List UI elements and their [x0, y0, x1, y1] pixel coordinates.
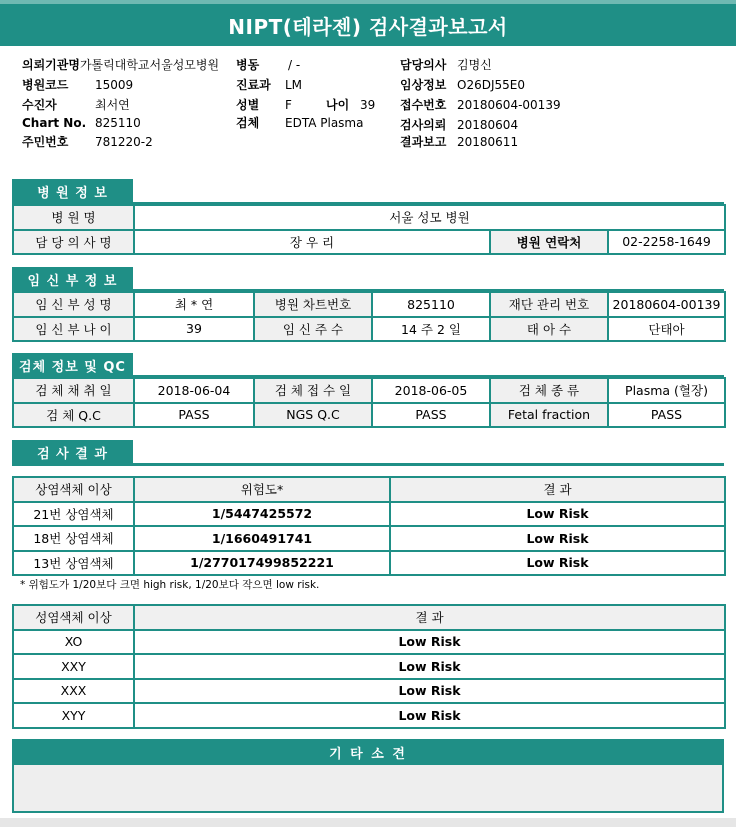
report-title: NIPT(테라젠) 검사결과보고서 [228, 14, 508, 39]
specimen-table [12, 377, 726, 428]
sex-chromosome-table [12, 604, 726, 729]
pregnant-name-label: 임 신 부 성 명 [13, 292, 134, 317]
gestation-weeks-label: 임 신 주 수 [254, 317, 372, 342]
sex-result-value: Low Risk [134, 630, 725, 655]
fetal-fraction-label: Fetal fraction [490, 403, 608, 428]
fetal-fraction-value: PASS [608, 403, 725, 428]
risk-value: 1/1660491741 [134, 526, 390, 551]
pregnant-name-value: 최 * 연 [134, 292, 254, 317]
specimen-type-label: 검 체 종 류 [490, 378, 608, 403]
risk-col-header: 위험도* [134, 477, 390, 502]
autosome-table [12, 476, 726, 576]
other-findings-box [12, 765, 724, 813]
meta-report-date: 결과보고 20180611 [400, 135, 519, 149]
receive-date-value: 2018-06-05 [372, 378, 490, 403]
result-col-header: 결 과 [390, 477, 725, 502]
collect-date-label: 검 체 채 취 일 [13, 378, 134, 403]
collect-date-value: 2018-06-04 [134, 378, 254, 403]
table-row [13, 378, 725, 403]
risk-value: 1/277017499852221 [134, 551, 390, 576]
doctor-name-label: 담 당 의 사 명 [13, 230, 134, 255]
autosome-col-header: 상염색체 이상 [13, 477, 134, 502]
autosome-name: 18번 상염색체 [13, 526, 134, 551]
meta-doctor: 담당의사 김명신 [400, 58, 492, 72]
table-row [13, 679, 725, 704]
table-row [13, 477, 725, 502]
table-row [13, 526, 725, 551]
pregnant-age-value: 39 [134, 317, 254, 342]
meta-sex: 성별 F [236, 98, 292, 112]
table-row [13, 317, 725, 342]
autosome-name: 13번 상염색체 [13, 551, 134, 576]
section-pregnant-tab: 임 신 부 정 보 [12, 267, 133, 291]
foundation-no-label: 재단 관리 번호 [490, 292, 608, 317]
meta-clinical-info: 임상정보 O26DJ55E0 [400, 78, 525, 92]
foundation-no-value: 20180604-00139 [608, 292, 725, 317]
meta-request-date: 검사의뢰 20180604 [400, 118, 519, 132]
ngs-qc-label: NGS Q.C [254, 403, 372, 428]
pregnant-table [12, 291, 726, 342]
sex-result-col-header: 결 과 [134, 605, 725, 630]
section-specimen-tab: 검체 정보 및 QC [12, 353, 133, 377]
gestation-weeks-value: 14 주 2 일 [372, 317, 490, 342]
table-row [13, 502, 725, 527]
fetus-count-label: 태 아 수 [490, 317, 608, 342]
sex-chromosome-name: XO [13, 630, 134, 655]
specimen-type-value: Plasma (혈장) [608, 378, 725, 403]
risk-footnote: * 위험도가 1/20보다 크면 high risk, 1/20보다 작으면 low risk. [20, 579, 320, 591]
fetus-count-value: 단태아 [608, 317, 725, 342]
meta-specimen: 검체 EDTA Plasma [236, 116, 364, 130]
ngs-qc-value: PASS [372, 403, 490, 428]
meta-age: 나이 39 [326, 98, 376, 112]
table-row [13, 605, 725, 630]
table-row [13, 551, 725, 576]
sex-result-value: Low Risk [134, 679, 725, 704]
section-results-line [12, 463, 724, 466]
hospital-contact-label: 병원 연락처 [490, 230, 608, 255]
other-findings-header: 기 타 소 견 [12, 739, 724, 765]
hospital-name-label: 병 원 명 [13, 205, 134, 230]
meta-ward: 병동 / - [236, 58, 301, 72]
table-row [13, 703, 725, 728]
chart-no-label: 병원 차트번호 [254, 292, 372, 317]
autosome-name: 21번 상염색체 [13, 502, 134, 527]
report-title-bar [0, 0, 736, 46]
meta-department: 진료과 LM [236, 78, 303, 92]
hospital-name-value: 서울 성모 병원 [134, 205, 725, 230]
meta-resident-no: 주민번호 781220-2 [22, 135, 153, 149]
sex-chromosome-col-header: 성염색체 이상 [13, 605, 134, 630]
sex-result-value: Low Risk [134, 654, 725, 679]
meta-patient: 수진자 최서연 [22, 98, 130, 112]
result-value: Low Risk [390, 526, 725, 551]
meta-receipt-no: 접수번호 20180604-00139 [400, 98, 561, 112]
hospital-table [12, 204, 726, 255]
table-row [13, 230, 725, 255]
table-row [13, 630, 725, 655]
page-bottom-strip [0, 818, 736, 827]
risk-value: 1/5447425572 [134, 502, 390, 527]
specimen-qc-label: 검 체 Q.C [13, 403, 134, 428]
hospital-contact-value: 02-2258-1649 [608, 230, 725, 255]
doctor-name-value: 장 우 리 [134, 230, 490, 255]
meta-institution: 의뢰기관명가톨릭대학교서울성모병원 [22, 58, 220, 72]
table-row [13, 403, 725, 428]
result-value: Low Risk [390, 551, 725, 576]
sex-chromosome-name: XXX [13, 679, 134, 704]
result-value: Low Risk [390, 502, 725, 527]
table-row [13, 654, 725, 679]
pregnant-age-label: 임 신 부 나 이 [13, 317, 134, 342]
sex-chromosome-name: XYY [13, 703, 134, 728]
specimen-qc-value: PASS [134, 403, 254, 428]
sex-result-value: Low Risk [134, 703, 725, 728]
receive-date-label: 검 체 접 수 일 [254, 378, 372, 403]
meta-chart-no: Chart No. 825110 [22, 116, 141, 130]
chart-no-value: 825110 [372, 292, 490, 317]
table-row [13, 292, 725, 317]
sex-chromosome-name: XXY [13, 654, 134, 679]
table-row [13, 205, 725, 230]
section-hospital-tab: 병 원 정 보 [12, 179, 133, 203]
meta-hospital-code: 병원코드 15009 [22, 78, 134, 92]
section-results-tab: 검 사 결 과 [12, 440, 133, 464]
